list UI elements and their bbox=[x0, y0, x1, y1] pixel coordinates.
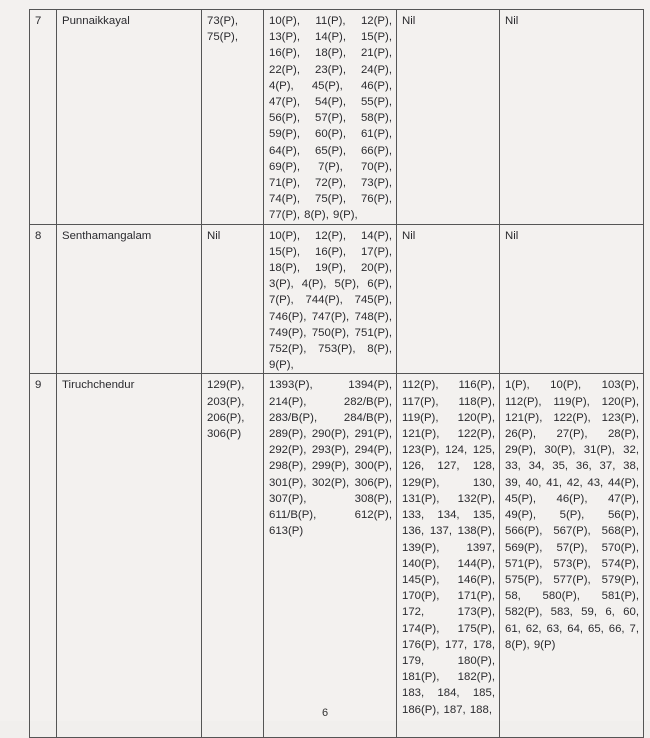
survey-numbers-cell: Nil bbox=[500, 224, 644, 374]
survey-numbers-cell: 1393(P), 1394(P), 214(P), 282/B(P), 283/B(P), 284/B(P), 289(P), 290(P), 291(P), 292(P), 293(P), 294(P), 298(P), 299(P), 300(P), 301(P), 302(P), 306(P), 307(P), 308(P), 611/B(P), 612(P), 613(P) bbox=[264, 374, 397, 738]
survey-numbers-cell: Nil bbox=[500, 10, 644, 225]
page-number: 6 bbox=[321, 707, 329, 719]
survey-numbers-cell: 129(P), 203(P), 206(P), 306(P) bbox=[202, 374, 264, 738]
table-row bbox=[30, 10, 644, 225]
serial-number-cell: 9 bbox=[30, 374, 57, 738]
serial-number-cell: 7 bbox=[30, 10, 57, 225]
survey-numbers-cell: Nil bbox=[202, 224, 264, 374]
village-name-cell: Punnaikkayal bbox=[57, 10, 202, 225]
survey-numbers-cell: 112(P), 116(P), 117(P), 118(P), 119(P), 120(P), 121(P), 122(P), 123(P), 124, 125, 126, 127, 128, 129(P), 130, 131(P), 132(P), 133, 134, 135, 136, 137, 138(P), 139(P), 1397, 140(P), 144(P), 145(P), 146(P), 170(P), 171(P), 172, 173(P), 174(P), 175(P), 176(P), 177, 178, 179, 180(P), 181(P), 182(P), 183, 184, 185, 186(P), 187, 188, bbox=[397, 374, 500, 738]
survey-number-table bbox=[29, 9, 644, 738]
table-row bbox=[30, 374, 644, 738]
survey-numbers-cell: Nil bbox=[397, 224, 500, 374]
survey-numbers-cell: 73(P), 75(P), bbox=[202, 10, 264, 225]
table-row bbox=[30, 224, 644, 374]
survey-numbers-cell: 10(P), 12(P), 14(P), 15(P), 16(P), 17(P), 18(P), 19(P), 20(P), 3(P), 4(P), 5(P), 6(P), 7(P), 744(P), 745(P), 746(P), 747(P), 748(P), 749(P), 750(P), 751(P), 752(P), 753(P), 8(P), 9(P), bbox=[264, 224, 397, 374]
serial-number-cell: 8 bbox=[30, 224, 57, 374]
survey-numbers-cell: Nil bbox=[397, 10, 500, 225]
survey-numbers-cell: 10(P), 11(P), 12(P), 13(P), 14(P), 15(P), 16(P), 18(P), 21(P), 22(P), 23(P), 24(P), 4(P), 45(P), 46(P), 47(P), 54(P), 55(P), 56(P), 57(P), 58(P), 59(P), 60(P), 61(P), 64(P), 65(P), 66(P), 69(P), 7(P), 70(P), 71(P), 72(P), 73(P), 74(P), 75(P), 76(P), 77(P), 8(P), 9(P), bbox=[264, 10, 397, 225]
survey-numbers-cell: 1(P), 10(P), 103(P), 112(P), 119(P), 120(P), 121(P), 122(P), 123(P), 26(P), 27(P), 28(P), 29(P), 30(P), 31(P), 32, 33, 34, 35, 36, 37, 38, 39, 40, 41, 42, 43, 44(P), 45(P), 46(P), 47(P), 49(P), 5(P), 56(P), 566(P), 567(P), 568(P), 569(P), 57(P), 570(P), 571(P), 573(P), 574(P), 575(P), 577(P), 579(P), 58, 580(P), 581(P), 582(P), 583, 59, 6, 60, 61, 62, 63, 64, 65, 66, 7, 8(P), 9(P) bbox=[500, 374, 644, 738]
village-name-cell: Tiruchchendur bbox=[57, 374, 202, 738]
village-name-cell: Senthamangalam bbox=[57, 224, 202, 374]
